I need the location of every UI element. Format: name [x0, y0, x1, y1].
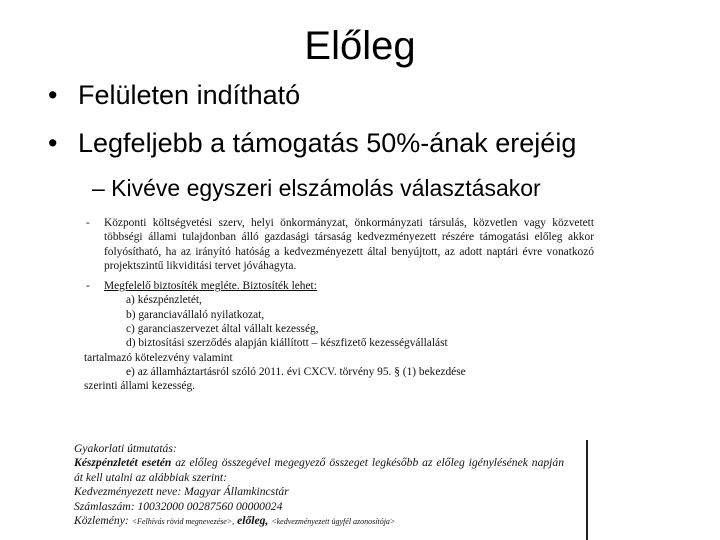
bullet-text: Legfeljebb a támogatás 50%-ának erejéig: [78, 128, 577, 158]
bullet-text: Felületen indítható: [78, 80, 301, 110]
memo-part: <Felhívás rövid megnevezése>,: [131, 517, 235, 527]
guarantee-option: e) az államháztartásról szóló 2011. évi CXCV. törvény 95. § (1) bekezdése: [126, 365, 466, 378]
memo-label: Közlemény:: [74, 514, 129, 528]
guarantee-option-continuation: tartalmazó kötelezvény valamint: [84, 351, 233, 364]
guarantee-option: b) garanciavállaló nyilatkozat,: [126, 308, 265, 321]
bullet-dot: •: [48, 80, 58, 110]
bullet-item: [48, 126, 576, 160]
excerpt-item: [84, 279, 594, 293]
guidance-excerpt: [74, 442, 564, 540]
memo-part: <kedvezményezett ügyfél azonosítója>: [271, 517, 396, 527]
excerpt-text: Központi költségvetési szerv, helyi önkormányzat, önkormányzati társulás, közvetlen vagy közvetett többségi állami tulajdonban álló gazdasági társaság kedvezményezett részére támogatási előleg akkor folyósítható, ha az irányító hatóság a kedvezményezett által benyújtott, az adott naptári évre vonatkozó projektszintű likviditási tervet jóváhagyta.: [104, 217, 594, 272]
excerpt-text: Megfelelő biztosíték megléte. Biztosíték lehet:: [104, 280, 317, 293]
document-excerpt: [84, 216, 594, 394]
memo-line: [74, 514, 564, 529]
guarantee-option-continuation: szerinti állami kezesség.: [84, 380, 196, 393]
account-line: Számlaszám: 10032000 00287560 00000024: [74, 499, 283, 513]
guidance-heading: Gyakorlati útmutatás:: [74, 442, 177, 455]
guarantee-option: c) garanciaszervezet által vállalt kezesség,: [126, 323, 319, 336]
beneficiary-line: Kedvezményezett neve: Magyar Államkincstár: [74, 485, 289, 499]
excerpt-dash: -: [86, 217, 90, 229]
memo-part: előleg,: [237, 514, 269, 528]
bullet-dot: •: [48, 128, 58, 158]
guarantee-option: a) készpénzletét,: [126, 294, 202, 307]
bullet-item: [48, 78, 300, 112]
sub-bullet: – Kivéve egyszeri elszámolás választásakor: [92, 175, 541, 201]
excerpt-dash: -: [86, 280, 90, 293]
slide-title: Előleg: [304, 24, 416, 68]
guidance-lead: Készpénzletét esetén: [74, 456, 172, 470]
guidance-text: [74, 456, 564, 485]
excerpt-item: [84, 216, 594, 273]
guidance-body: az előleg összegével megegyező összeget legkésőbb az előleg igénylésének napján át kell utalni az alábbiak szerint:: [74, 456, 565, 484]
guarantee-option: d) biztosítási szerződés alapján kiállított – készfizető kezességvállalást: [126, 337, 448, 350]
scan-edge-line: [586, 440, 588, 540]
